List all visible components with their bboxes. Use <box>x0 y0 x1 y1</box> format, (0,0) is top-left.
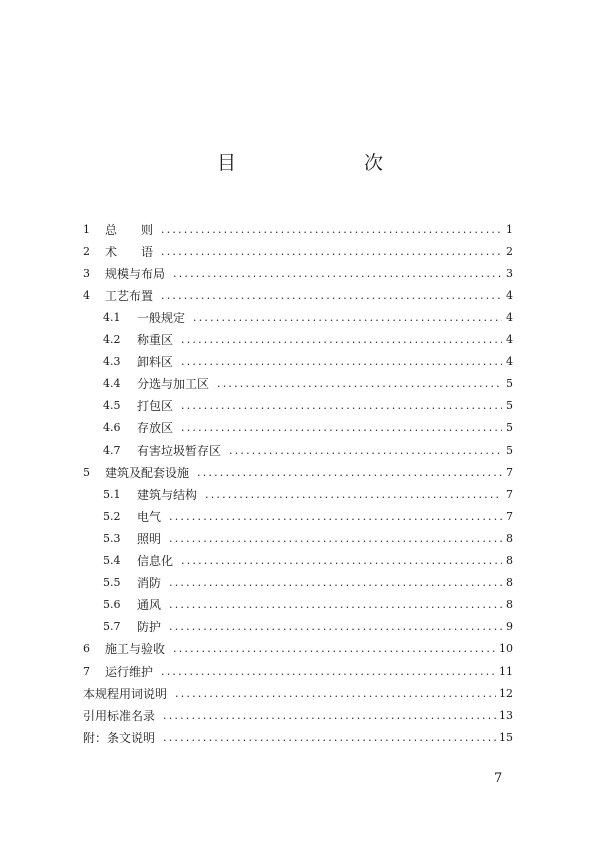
toc-entry[interactable] <box>103 395 513 417</box>
toc-leader-dots <box>169 532 502 545</box>
toc-entry[interactable] <box>103 329 513 351</box>
toc-entry-number: 4.3 <box>103 355 121 369</box>
toc-entry-number: 6 <box>83 642 90 656</box>
toc-leader-dots <box>181 554 502 567</box>
toc-entry[interactable] <box>103 417 513 439</box>
toc-entry[interactable] <box>103 527 513 549</box>
toc-leader-dots <box>163 709 496 722</box>
toc-leader-dots <box>173 267 502 280</box>
toc-entry-title: 本规程用词说明 <box>83 686 168 701</box>
toc-entry-number: 4.6 <box>103 421 121 435</box>
toc-entry-page: 1 <box>506 222 513 236</box>
toc-leader-dots <box>163 731 496 744</box>
toc-entry[interactable] <box>103 351 513 373</box>
toc-entry-page: 7 <box>506 509 513 523</box>
toc-entry-title: 规模与布局 <box>105 266 166 281</box>
toc-leader-dots <box>197 466 502 479</box>
toc-entry[interactable] <box>103 373 513 395</box>
toc-entry-page: 5 <box>506 421 513 435</box>
toc-entry-title: 防护 <box>137 620 162 635</box>
toc-leader-dots <box>175 687 496 700</box>
toc-entry[interactable] <box>103 483 513 505</box>
toc-entry-number: 5.6 <box>103 598 121 612</box>
toc-leader-dots <box>217 377 502 390</box>
toc-entry-page: 4 <box>506 310 513 324</box>
toc-entry-page: 8 <box>506 576 513 590</box>
toc-entry[interactable] <box>103 439 513 461</box>
toc-entry-title: 总 则 <box>105 222 154 237</box>
toc-entry-page: 8 <box>506 531 513 545</box>
toc-entry-number: 3 <box>83 266 90 280</box>
toc-entry-number: 5.7 <box>103 620 121 634</box>
toc-entry[interactable] <box>83 218 513 240</box>
toc-entry-page: 9 <box>506 620 513 634</box>
toc-entry-page: 2 <box>506 244 513 258</box>
toc-entry-number: 4.7 <box>103 443 121 457</box>
toc-entry-title: 建筑及配套设施 <box>105 465 190 480</box>
toc-entry-page: 4 <box>506 355 513 369</box>
toc-entry-title: 分选与加工区 <box>137 377 210 392</box>
toc-entry[interactable] <box>83 682 513 704</box>
toc-entry[interactable] <box>83 284 513 306</box>
toc-entry-page: 15 <box>499 730 513 744</box>
toc-leader-dots <box>181 333 502 346</box>
toc-leader-dots <box>169 510 502 523</box>
toc-entry[interactable] <box>103 505 513 527</box>
toc-entry-number: 5.3 <box>103 531 121 545</box>
toc-entry-title: 照明 <box>137 531 162 546</box>
toc-entry-title: 工艺布置 <box>105 288 154 303</box>
toc-entry[interactable] <box>83 726 513 748</box>
toc-leader-dots <box>173 642 496 655</box>
toc-entry-title: 有害垃圾暂存区 <box>137 443 222 458</box>
toc-leader-dots <box>169 620 502 633</box>
toc-entry-title: 消防 <box>137 576 162 591</box>
toc-leader-dots <box>161 245 502 258</box>
toc-entry-page: 7 <box>506 487 513 501</box>
toc-entry-number: 1 <box>83 222 90 236</box>
toc-entry-page: 8 <box>506 598 513 612</box>
toc-entry[interactable] <box>103 306 513 328</box>
toc-entry-number: 4.2 <box>103 333 121 346</box>
toc-entry-title: 存放区 <box>137 421 174 436</box>
toc-leader-dots <box>205 488 502 501</box>
toc-entry[interactable] <box>83 461 513 483</box>
toc-entry-number: 5.5 <box>103 576 121 590</box>
toc-entry-number: 5.4 <box>103 554 121 567</box>
toc-entry[interactable] <box>103 572 513 594</box>
toc-entry-page: 10 <box>499 642 513 656</box>
toc-entry-page: 5 <box>506 443 513 457</box>
toc-leader-dots <box>229 444 502 457</box>
toc-entry-number: 5 <box>83 465 90 479</box>
page-number: 7 <box>494 771 503 786</box>
toc-entry-title: 信息化 <box>137 554 174 568</box>
toc-entry-title: 打包区 <box>137 399 174 414</box>
toc-leader-dots <box>169 576 502 589</box>
toc-entry[interactable] <box>83 262 513 284</box>
toc-entry-number: 4.4 <box>103 377 121 391</box>
toc-entry-number: 5.1 <box>103 487 121 501</box>
toc-entry[interactable] <box>103 616 513 638</box>
toc-entry-title: 附：条文说明 <box>83 730 156 745</box>
toc-entry-title: 电气 <box>137 509 162 524</box>
toc-leader-dots <box>169 598 502 611</box>
toc-entry-title: 建筑与结构 <box>137 487 198 502</box>
toc-entry-page: 12 <box>499 686 513 700</box>
toc-entry-page: 11 <box>499 664 513 678</box>
toc-entry-page: 13 <box>499 708 513 722</box>
toc-entry-number: 4.5 <box>103 399 121 413</box>
toc-entry-title: 引用标准名录 <box>83 708 156 723</box>
toc-entry-page: 8 <box>506 554 513 567</box>
toc-leader-dots <box>161 223 502 236</box>
toc-leader-dots <box>161 665 496 678</box>
toc-entry-page: 7 <box>506 465 513 479</box>
toc-entry-number: 5.2 <box>103 509 121 523</box>
toc-leader-dots <box>181 355 502 368</box>
toc-entry-title: 称重区 <box>137 333 174 347</box>
toc-leader-dots <box>193 311 502 324</box>
toc-entry[interactable] <box>83 704 513 726</box>
toc-entry[interactable] <box>103 550 513 572</box>
toc-entry[interactable] <box>83 240 513 262</box>
toc-entry-page: 4 <box>506 333 513 346</box>
toc-leader-dots <box>161 289 502 302</box>
toc-entry-page: 5 <box>506 377 513 391</box>
toc-leader-dots <box>181 399 502 412</box>
toc-entry-title: 运行维护 <box>105 664 154 679</box>
toc-entry-number: 2 <box>83 244 90 258</box>
toc-entry-number: 7 <box>83 664 90 678</box>
toc-entry-title: 通风 <box>137 598 162 613</box>
toc-entry-page: 3 <box>506 266 513 280</box>
toc-entry-title: 术 语 <box>105 244 154 259</box>
toc-entry[interactable] <box>83 660 513 682</box>
toc-entry-number: 4 <box>83 288 90 302</box>
toc-entry-title: 一般规定 <box>137 310 186 325</box>
page-title: 目 次 <box>216 152 413 174</box>
toc-leader-dots <box>181 421 502 434</box>
toc-entry[interactable] <box>83 638 513 660</box>
toc-entry-title: 卸料区 <box>137 355 174 370</box>
toc-entry-number: 4.1 <box>103 310 121 324</box>
toc-entry[interactable] <box>103 594 513 616</box>
toc-entry-page: 5 <box>506 399 513 413</box>
toc-entry-title: 施工与验收 <box>105 642 166 657</box>
toc-entry-page: 4 <box>506 288 513 302</box>
